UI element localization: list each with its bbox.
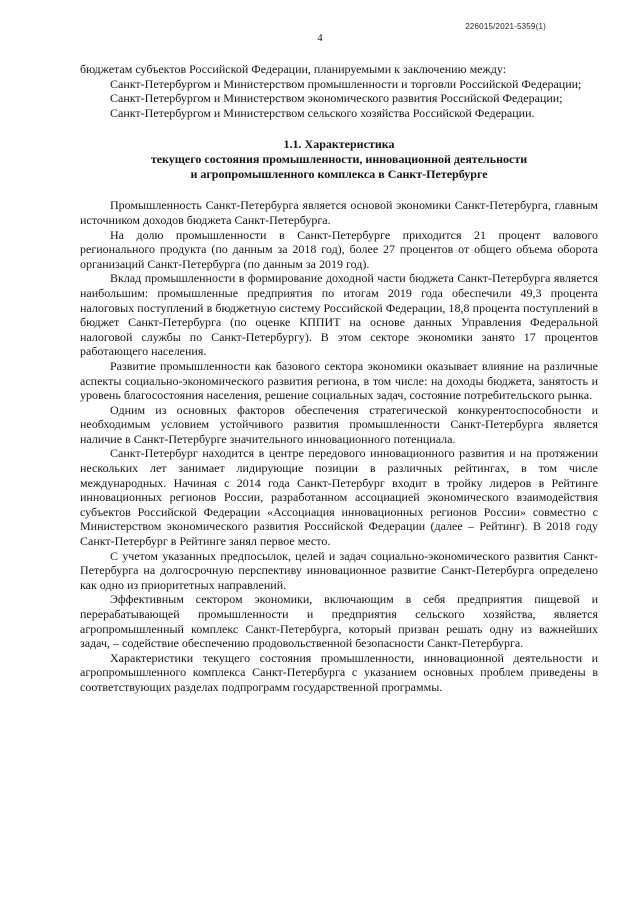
intro-line: бюджетам субъектов Российской Федерации, планируемыми к заключению между: <box>80 62 507 76</box>
section-subtitle-line: и агропромышленного комплекса в Санкт-Петербурге <box>190 167 488 182</box>
agreement-item: Санкт-Петербургом и Министерством экономического развития Российской Федерации; <box>110 91 563 106</box>
section-title: 1.1. Характеристика <box>283 137 395 152</box>
document-id: 226015/2021-5359(1) <box>465 22 546 31</box>
agreement-item: Санкт-Петербургом и Министерством промышленности и торговли Российской Федерации; <box>110 76 582 91</box>
paragraph: Развитие промышленности как базового сектора экономики оказывает влияние на различные аспекты социально-экономического развития региона, в том числе: на доходы бюджета, занятость и уровень благосостояния населения, решение социальных задач, состояние потребительского рынка. <box>80 358 598 403</box>
paragraph: Промышленность Санкт-Петербурга является основой экономики Санкт-Петербурга, главным источником доходов бюджета Санкт-Петербурга. <box>80 198 598 227</box>
paragraph: Эффективным сектором экономики, включающим в себя предприятия пищевой и перерабатывающей промышленности и предприятия сельского хозяйства, является агропромышленный комплекс Санкт-Петербурга, который призван решать одну из важнейших задач, – содействие обеспечению продовольственной безопасности Санкт-Петербурга. <box>80 592 598 651</box>
paragraph: Вклад промышленности в формирование доходной части бюджета Санкт-Петербурга является наибольшим: промышленные предприятия по итогам 2019 года обеспечили 49,3 процента налоговых поступлений в бюджетную систему Российской Федерации, 18,8 процента поступлений в бюджет Санкт-Петербурга (по оценке КППИТ на основе данных Управления Федеральной налоговой службы по Санкт-Петербургу). В этом секторе экономики занято 17 процентов работающего населения. <box>80 271 598 359</box>
section-heading <box>80 137 598 182</box>
paragraph: Одним из основных факторов обеспечения стратегической конкурентоспособности и необходимым условием устойчивого развития промышленности Санкт-Петербурга является наличие в Санкт-Петербурге значительного инновационного потенциала. <box>80 402 598 446</box>
section-subtitle-line: текущего состояния промышленности, инновационной деятельности <box>150 152 528 167</box>
paragraph: С учетом указанных предпосылок, целей и задач социально-экономического развития Санкт-Петербурга на долгосрочную перспективу инновационное развитие Санкт-Петербурга определено как одно из приоритетных направлений. <box>80 548 598 592</box>
paragraph: Санкт-Петербург находится в центре передового инновационного развития и на протяжении нескольких лет занимает лидирующие позиции в различных рейтингах, в том числе международных. Начиная с 2014 года Санкт-Петербург входит в тройку лидеров в Рейтинге инновационных регионов России, разработанном ассоциацией экономического взаимодействия субъектов Российской Федерации «Ассоциация инновационных регионов России» совместно с Министерством экономического развития Российской Федерации (далее – Рейтинг). В 2018 году Санкт-Петербург в Рейтинге занял первое место. <box>80 446 598 549</box>
paragraph: Характеристики текущего состояния промышленности, инновационной деятельности и агропромышленного комплекса Санкт-Петербурга с указанием основных проблем приведены в соответствующих разделах подпрограмм государственной программы. <box>80 650 598 694</box>
agreement-item: Санкт-Петербургом и Министерством сельского хозяйства Российской Федерации. <box>110 105 535 120</box>
page-number: 4 <box>317 33 323 44</box>
document-body <box>80 62 598 695</box>
paragraph: На долю промышленности в Санкт-Петербурге приходится 21 процент валового регионального продукта (по данным за 2018 год), более 27 процентов от общего объема оборота организаций Санкт-Петербурга (по данным за 2019 год). <box>80 227 598 271</box>
